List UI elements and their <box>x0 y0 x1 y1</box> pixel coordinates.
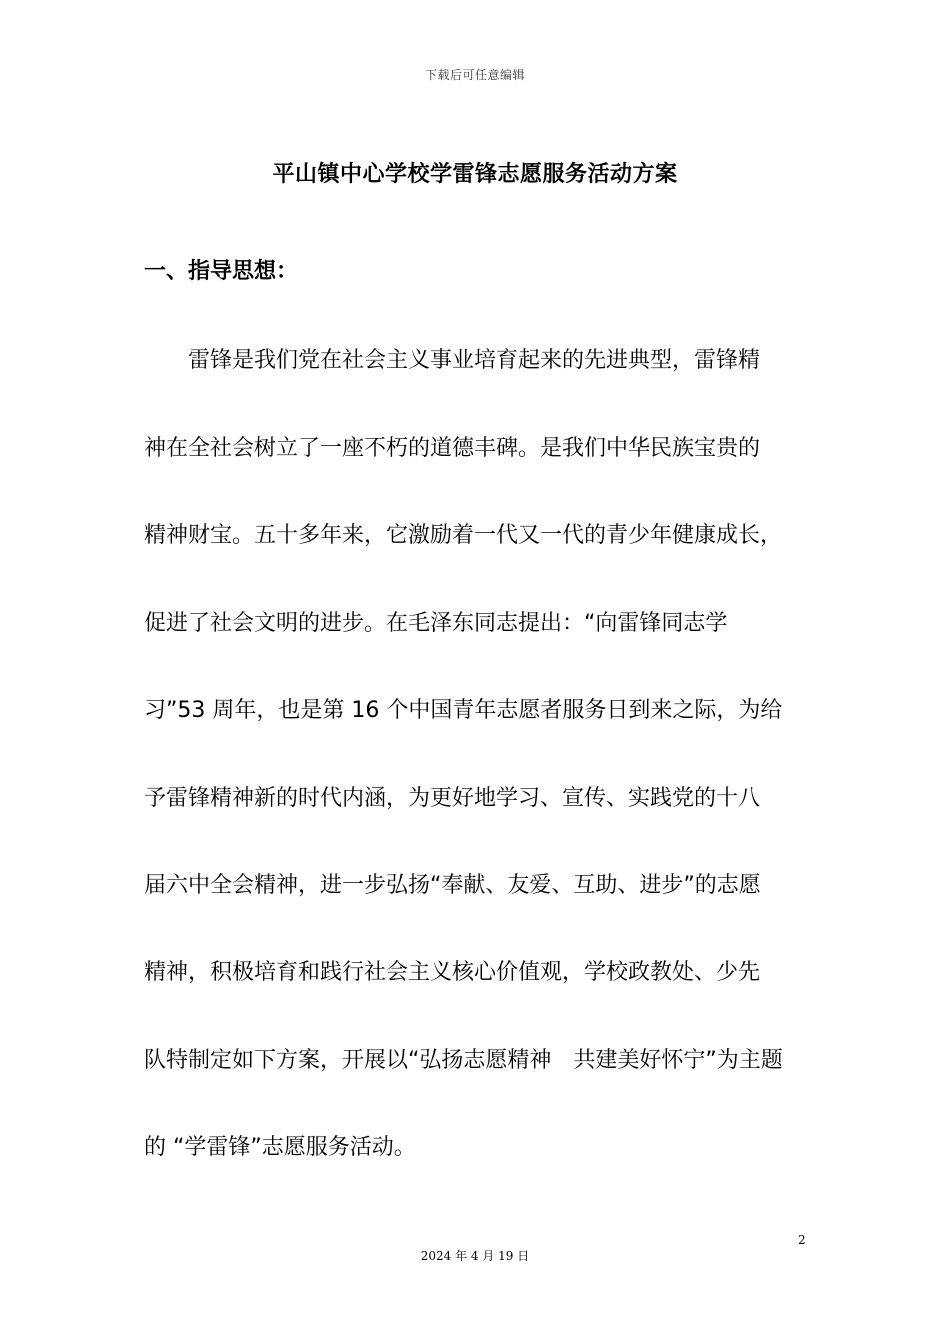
body-line: 予雷锋精神新的时代内涵，为更好地学习、宣传、实践党的十八 <box>144 786 761 811</box>
document-title: 平山镇中心学校学雷锋志愿服务活动方案 <box>272 162 678 187</box>
body-line: 队特制定如下方案，开展以“弘扬志愿精神 共建美好怀宁”为主题 <box>144 1048 783 1073</box>
header-note: 下载后可任意编辑 <box>424 68 525 82</box>
body-line: 精神财宝。五十多年来，它激励着一代又一代的青少年健康成长， <box>144 523 783 548</box>
footer-date: 2024 年 4 月 19 日 <box>420 1249 530 1263</box>
body-line: 神在全社会树立了一座不朽的道德丰碑。是我们中华民族宝贵的 <box>144 436 761 461</box>
page-number: 2 <box>798 1233 806 1247</box>
body-line: 届六中全会精神，进一步弘扬“奉献、友爱、互助、进步”的志愿 <box>144 873 761 898</box>
body-line: 雷锋是我们党在社会主义事业培育起来的先进典型，雷锋精 <box>188 348 761 373</box>
body-line: 精神，积极培育和践行社会主义核心价值观，学校政教处、少先 <box>144 960 761 985</box>
body-line: 促进了社会文明的进步。在毛泽东同志提出：“向雷锋同志学 <box>144 611 728 636</box>
body-line: 习”53 周年，也是第 16 个中国青年志愿者服务日到来之际，为给 <box>144 698 783 723</box>
body-line: 的 “学雷锋”志愿服务活动。 <box>144 1135 416 1160</box>
section-heading: 一、指导思想： <box>144 259 299 284</box>
